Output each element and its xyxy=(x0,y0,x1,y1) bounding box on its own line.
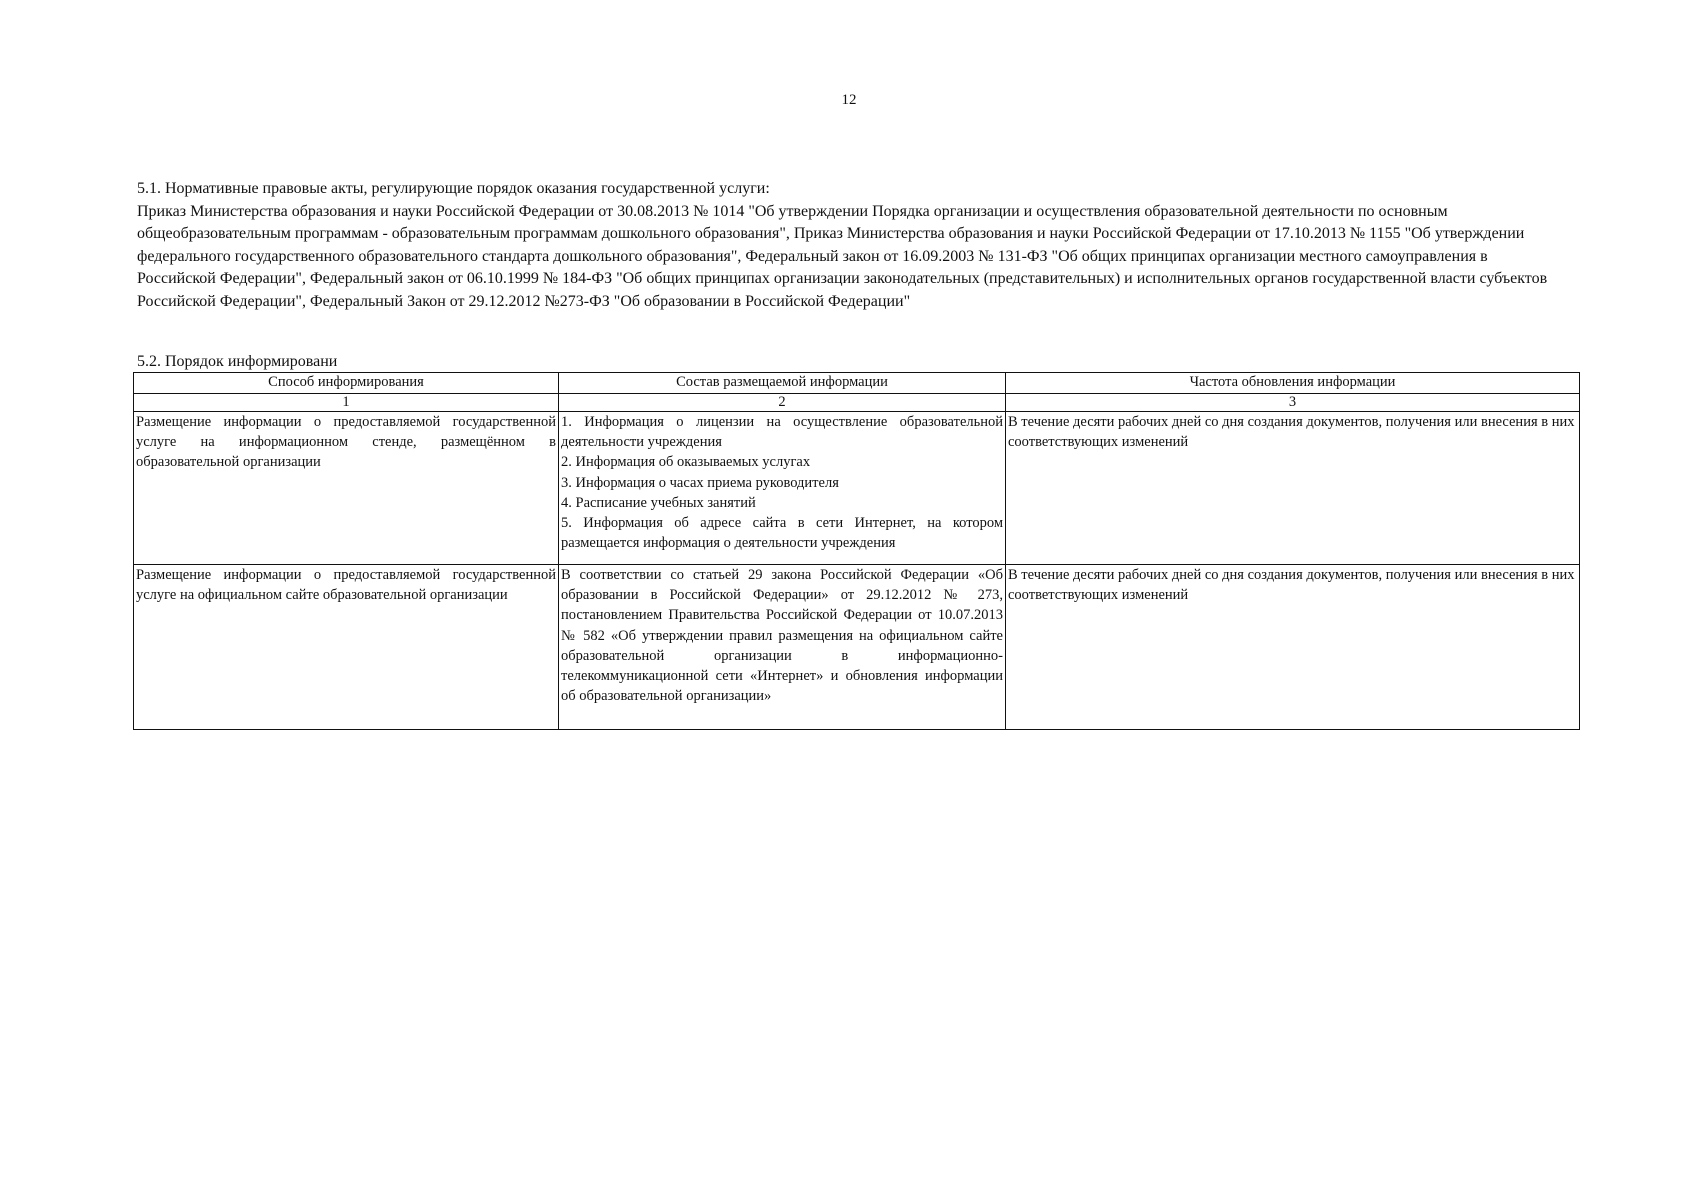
method-cell: Размещение информации о предоставляемой государственной услуге на информационном стенде, размещённом в образовательной организации xyxy=(134,412,559,565)
content-item: 4. Расписание учебных занятий xyxy=(561,494,756,511)
column-number-3: 3 xyxy=(1006,394,1580,412)
information-table xyxy=(133,372,1580,730)
content-cell xyxy=(559,412,1006,565)
table-row xyxy=(134,565,1580,730)
column-header-method: Способ информирования xyxy=(134,373,559,394)
method-cell: Размещение информации о предоставляемой государственной услуге на официальном сайте образовательной организации xyxy=(134,565,559,730)
section-5-1 xyxy=(137,178,1557,313)
content-cell xyxy=(559,565,1006,730)
column-number-1: 1 xyxy=(134,394,559,412)
column-header-content: Состав размещаемой информации xyxy=(559,373,1006,394)
content-item: В соответствии со статьей 29 закона Российской Федерации «Об образовании в Российской Федерации» от 29.12.2012 № 273, постановлением Правительства Российской Федерации от 10.07.2013 № 582 «Об утверждении правил размещения на официальном сайте образовательной организации в информационно-телекоммуникационной сети «Интернет» и обновления информации об образовательной организации» xyxy=(561,567,1003,705)
section-5-1-text: Приказ Министерства образования и науки Российской Федерации от 30.08.2013 № 1014 "Об утверждении Порядка организации и осуществления образовательной деятельности по основным общеобразовательным программам - образовательным программам дошкольного образования", Приказ Министерства образования и науки Российской Федерации от 17.10.2013 № 1155 "Об утверждении федерального государственного образовательного стандарта дошкольного образования", Федеральный закон от 16.09.2003 № 131-ФЗ "Об общих принципах организации местного самоуправления в Российской Федерации", Федеральный закон от 06.10.1999 № 184-ФЗ "Об общих принципах организации законодательных (представительных) и исполнительных органов государственной власти субъектов Российской Федерации", Федеральный Закон от 29.12.2012 №273-ФЗ "Об образовании в Российской Федерации" xyxy=(137,202,1548,310)
section-5-2-heading: 5.2. Порядок информировани xyxy=(137,353,338,370)
frequency-cell: В течение десяти рабочих дней со дня создания документов, получения или внесения в них соответствующих изменений xyxy=(1006,412,1580,565)
section-5-1-heading: 5.1. Нормативные правовые акты, регулирующие порядок оказания государственной услуги: xyxy=(137,180,770,197)
page-number: 12 xyxy=(841,92,857,108)
content-item: 5. Информация об адресе сайта в сети Интернет, на котором размещается информация о деятельности учреждения xyxy=(561,515,1003,552)
content-item: 1. Информация о лицензии на осуществление образовательной деятельности учреждения xyxy=(561,414,1003,451)
table-row xyxy=(134,412,1580,565)
column-header-frequency: Частота обновления информации xyxy=(1006,373,1580,394)
content-item: 2. Информация об оказываемых услугах xyxy=(561,454,811,471)
content-item: 3. Информация о часах приема руководителя xyxy=(561,474,839,491)
table-header-row xyxy=(134,373,1580,394)
column-number-2: 2 xyxy=(559,394,1006,412)
column-number-row xyxy=(134,394,1580,412)
frequency-cell: В течение десяти рабочих дней со дня создания документов, получения или внесения в них соответствующих изменений xyxy=(1006,565,1580,730)
